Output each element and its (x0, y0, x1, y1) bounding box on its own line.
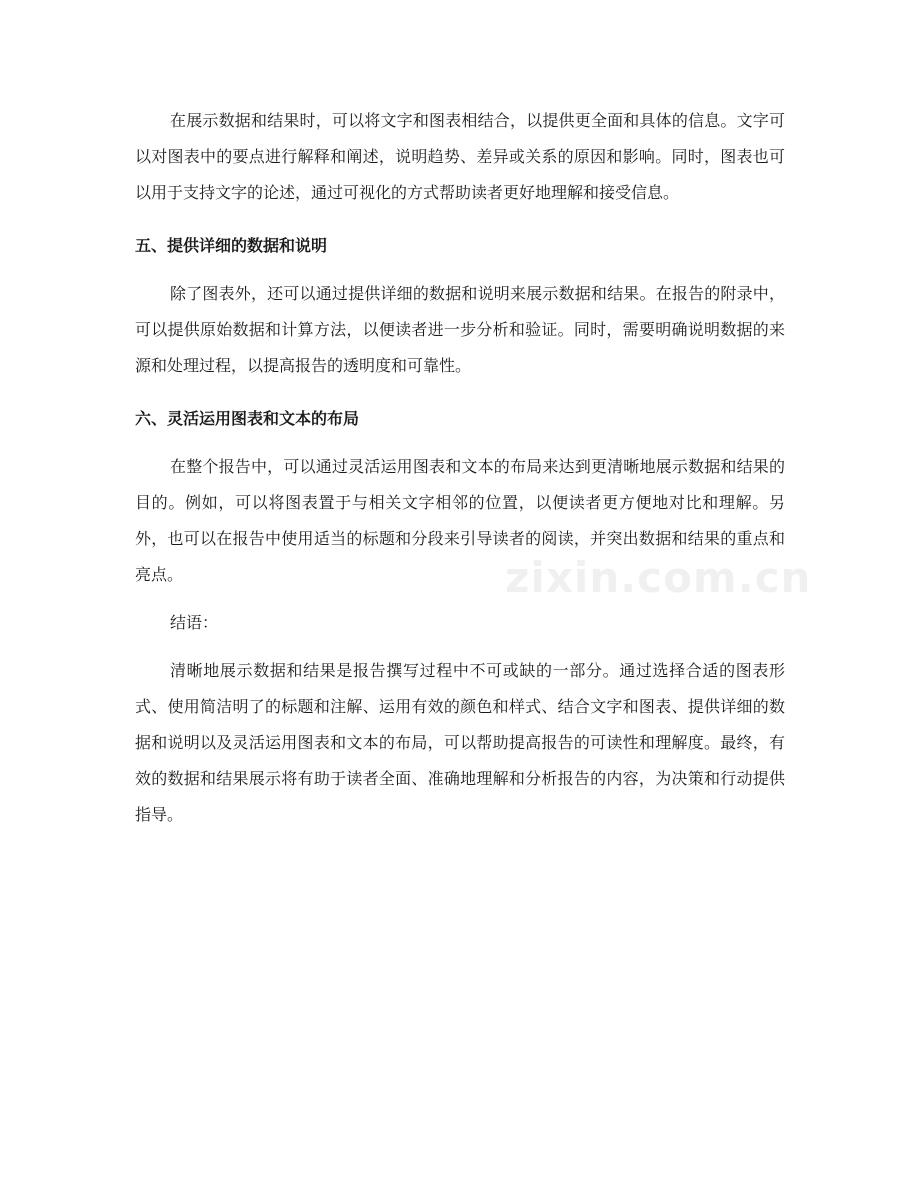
section-heading-5: 五、提供详细的数据和说明 (135, 236, 328, 255)
paragraph-conclusion: 清晰地展示数据和结果是报告撰写过程中不可或缺的一部分。通过选择合适的图表形式、使用简洁明了的标题和注解、运用有效的颜色和样式、结合文字和图表、提供详细的数据和说明以及灵活运用图表和文本的布局，可以帮助提高报告的可读性和理解度。最终，有效的数据和结果展示将有助于读者全面、准确地理解和分析报告的内容，为决策和行动提供指导。 (135, 661, 785, 824)
paragraph-detailed-data: 除了图表外，还可以通过提供详细的数据和说明来展示数据和结果。在报告的附录中，可以提供原始数据和计算方法，以便读者进一步分析和验证。同时，需要明确说明数据的来源和处理过程，以提高报告的透明度和可靠性。 (135, 284, 785, 375)
watermark-text: zixin.com.cn (505, 553, 812, 602)
conclusion-label: 结语： (170, 613, 219, 632)
document-body (135, 103, 785, 833)
paragraph-layout: 在整个报告中，可以通过灵活运用图表和文本的布局来达到更清晰地展示数据和结果的目的。例如，可以将图表置于与相关文字相邻的位置，以便读者更方便地对比和理解。另外，也可以在报告中使用适当的标题和分段来引导读者的阅读，并突出数据和结果的重点和亮点。 (135, 457, 785, 584)
section-heading-6: 六、灵活运用图表和文本的布局 (135, 409, 360, 428)
paragraph-text-chart-combination: 在展示数据和结果时，可以将文字和图表相结合，以提供更全面和具体的信息。文字可以对图表中的要点进行解释和阐述，说明趋势、差异或关系的原因和影响。同时，图表也可以用于支持文字的论述，通过可视化的方式帮助读者更好地理解和接受信息。 (135, 111, 785, 202)
